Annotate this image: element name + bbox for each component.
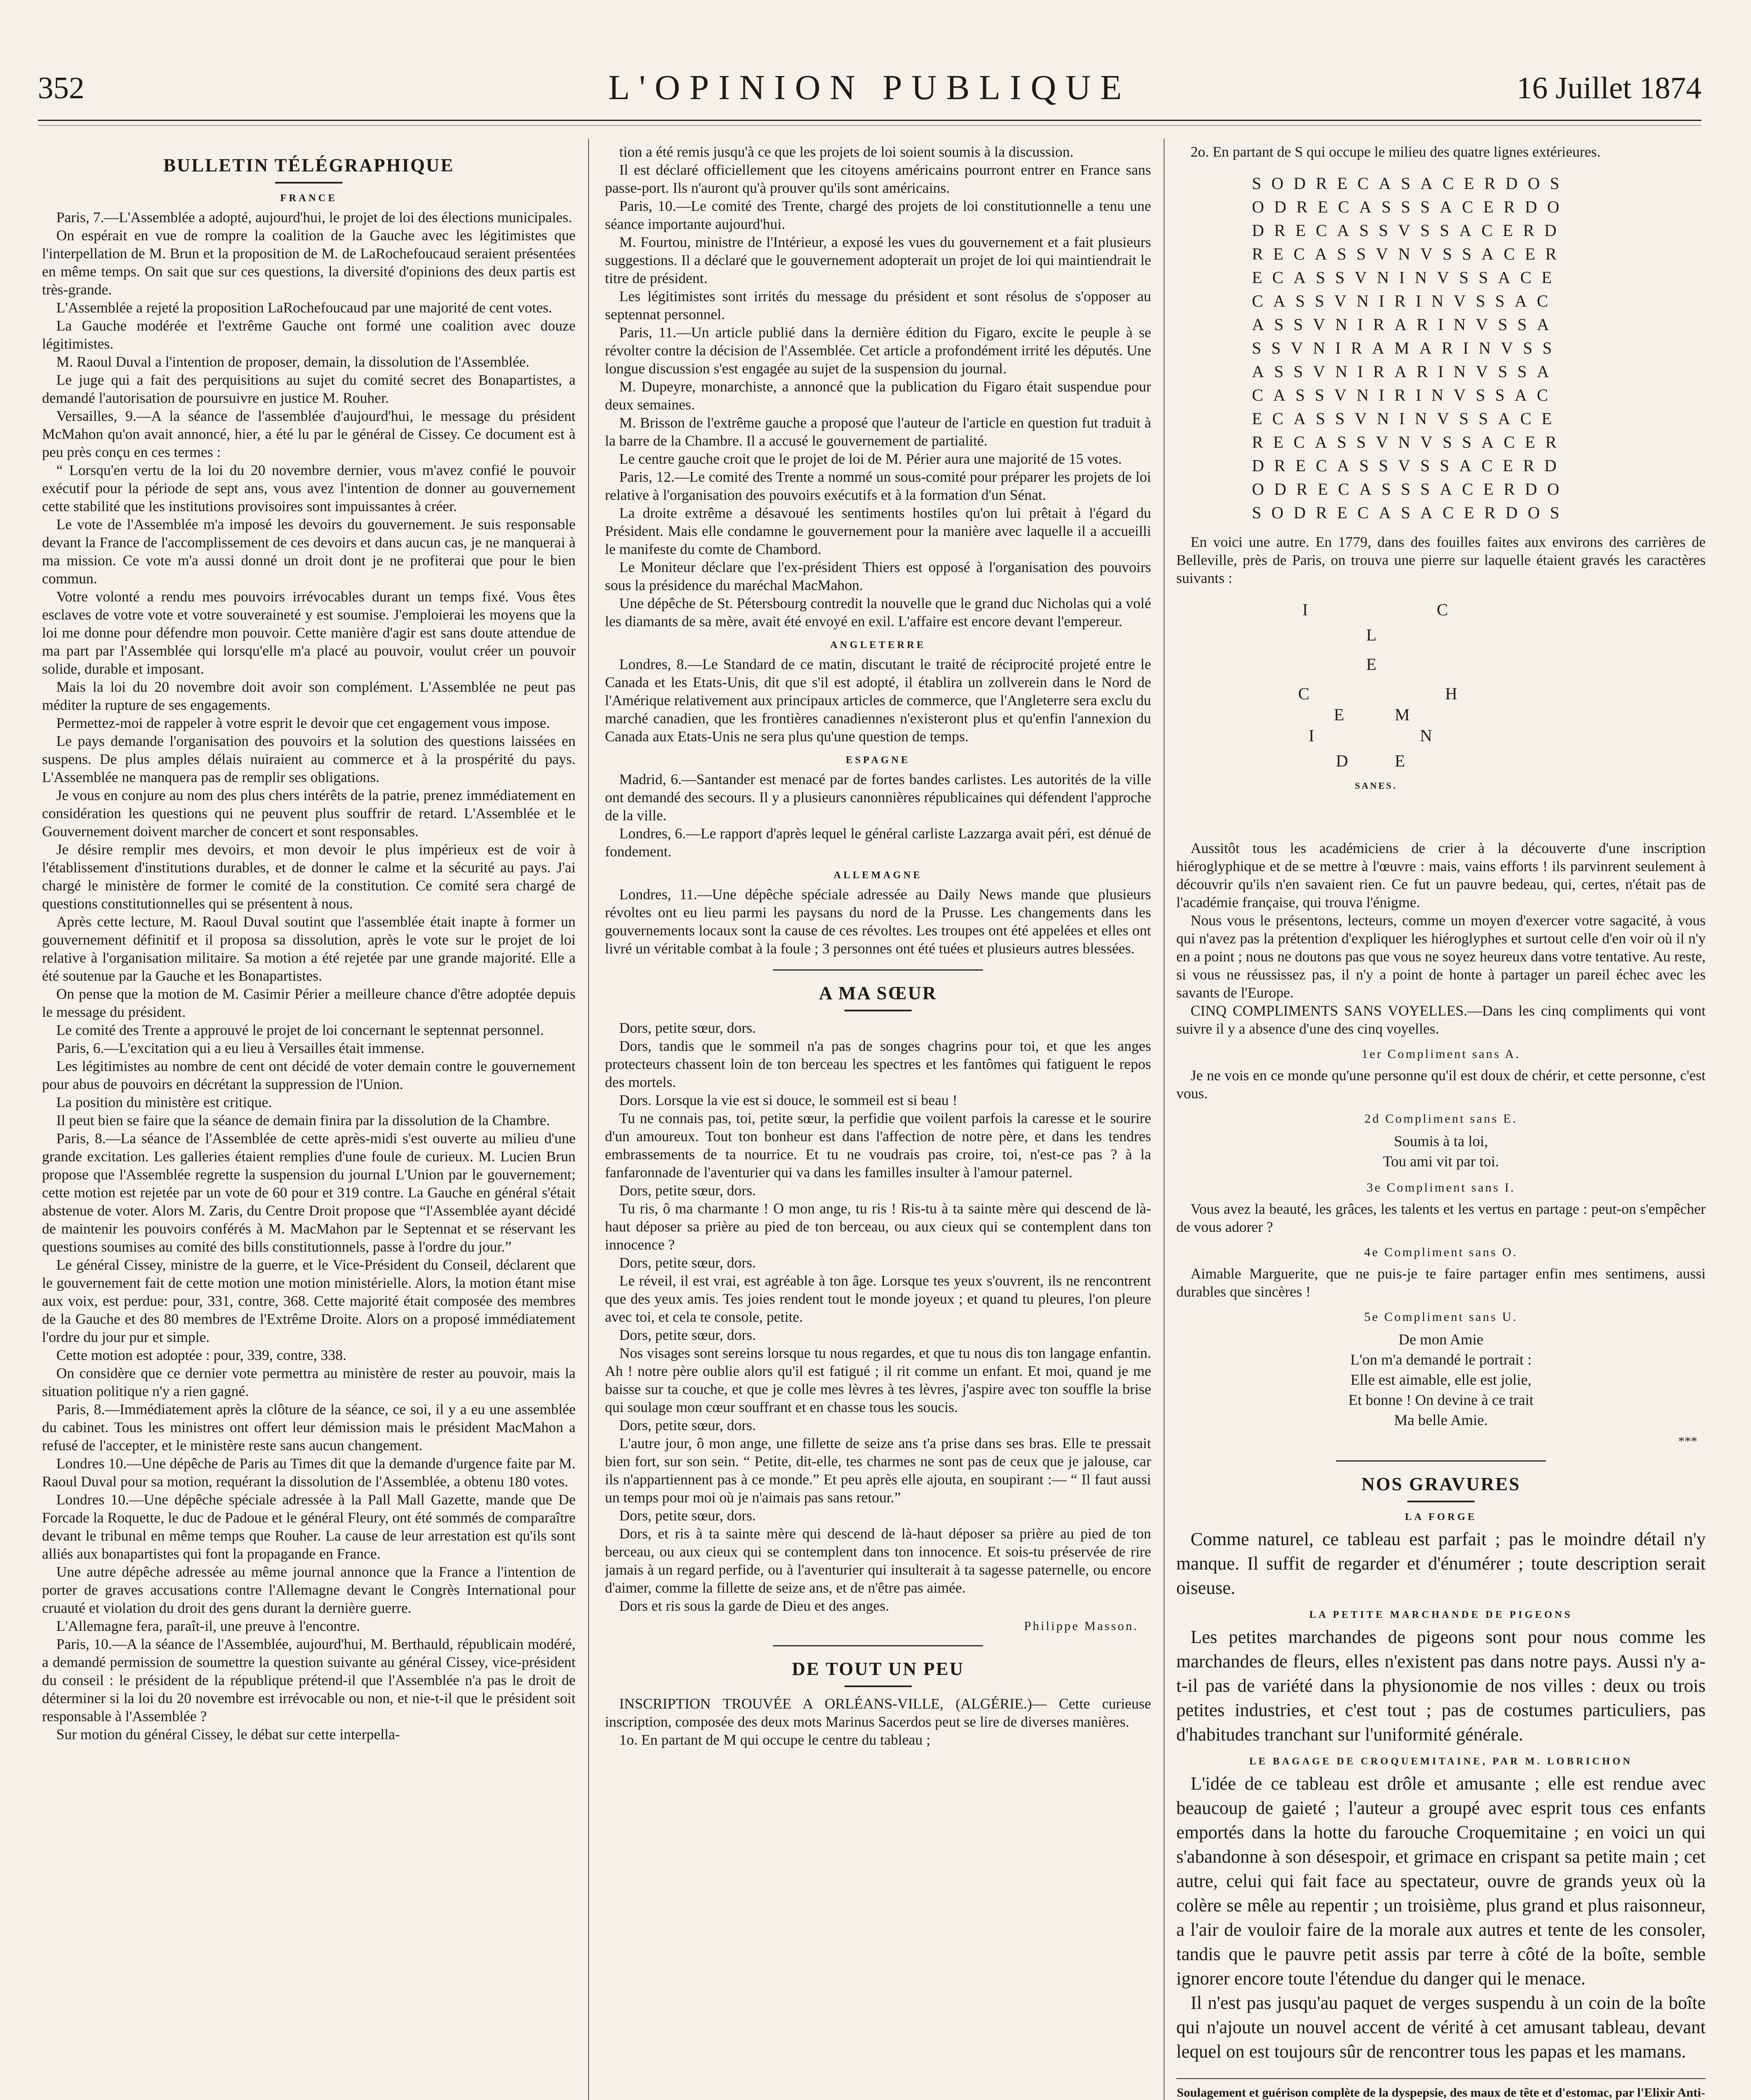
subhead-espagne: ESPAGNE [846, 755, 910, 766]
paragraph: Une dépêche de St. Pétersbourg contredit la nouvelle que le grand duc Nicholas qui a volé les diamants de sa mère, avait été envoyé en exil. L'affaire est encore devant l'empereur. [605, 595, 1151, 630]
subhead-angleterre: ANGLETERRE [830, 640, 926, 651]
paragraph: Il est déclaré officiellement que les citoyens américains pourront entrer en France sans passe-port. Ils n'auront qu'à prouver qu'ils sont américains. [605, 162, 1151, 196]
verse-line: De mon Amie [1399, 1331, 1483, 1348]
section-rule [1407, 1501, 1475, 1502]
section-title-nos-gravures: NOS GRAVURES [1361, 1474, 1521, 1494]
stars-separator: *** [1678, 1434, 1697, 1448]
compliment-3-text: Vous avez la beauté, les grâces, les talents et les vertus en partage : peut-on s'empêcher de vous adorer ? [1176, 1201, 1706, 1235]
croquemitaine-paragraphs [1176, 1772, 1706, 2064]
paragraph: Versailles, 9.—A la séance de l'assemblée d'aujourd'hui, le message du président McMahon qu'on avait annoncé, hier, a été lu par le général de Cissey. Ce document est à peu près conçu en ces termes : [42, 408, 576, 460]
section-rule [844, 1010, 912, 1011]
poem-stanza: Dors, petite sœur, dors. [619, 1182, 756, 1199]
poem-stanza: Dors, petite sœur, dors. [619, 1417, 756, 1433]
paragraph: Londres, 11.—Une dépêche spéciale adressée au Daily News mande que plusieurs révoltes ont eu lieu parmi les paysans du nord de la Prusse. Les changements dans les gouvernements locaux sont la cause de ces révoltes. Les troupes ont été appelées et elles ont livré un véritable combat à la foule ; 3 personnes ont été tuées et plusieurs autres blessées. [605, 886, 1151, 957]
paragraph: Le pays demande l'organisation des pouvoirs et la solution des questions laissées en suspens. De plus amples délais nuiraient au commerce et à la prospérité du pays. L'Assemblée ne manquera pas de remplir ses obligations. [42, 733, 576, 785]
poem-stanza: Le réveil, il est vrai, est agréable à ton âge. Lorsque tes yeux s'ouvrent, ils ne rencontrent que des yeux amis. Tes joies rendent tout le monde joyeux ; et quand tu pleures, l'on pleure avec toi, et cela te console, petite. [605, 1273, 1151, 1325]
bulletin-paragraphs [42, 208, 576, 1743]
paragraph: L'Allemagne fera, paraît-il, une preuve à l'encontre. [56, 1618, 360, 1634]
grid-row: ECASSVNINVSSACE [1252, 268, 1562, 287]
enigma-paragraphs [1176, 839, 1706, 1038]
paragraph: Londres, 6.—Le rapport d'après lequel le général carliste Lazzarga avait péri, est dénué de fondement. [605, 825, 1151, 860]
forge-text: Comme naturel, ce tableau est parfait ; pas le moindre détail n'y manque. Il suffit de regarder et d'énumérer ; toute description serait oiseuse. [1176, 1529, 1706, 1598]
grid-row: DRECASSVSSACERD [1252, 456, 1567, 475]
verse-line: L'on m'a demandé le portrait : [1350, 1351, 1532, 1368]
paragraph: Paris, 8.—La séance de l'Assemblée de cette après-midi s'est ouverte au milieu d'une grande excitation. Les galleries étaient remplies d'une foule de curieux. M. Lucien Brun propose que l'Assemblée regrette la suspension du journal L'Union par le gouvernement; cette motion est rejetée par un vote de 60 pour et 319 contre. La Gauche en général s'était abstenue de voter. Alors M. Zaris, du Centre Droit propose que “l'Assemblée ayant décidé de maintenir les pouvoirs conférés à M. MacMahon par le Septennat et se réservant les questions soumises au comité des bills constitutionnels, passe à l'ordre du jour.” [42, 1130, 576, 1255]
fig-letter: N [1420, 726, 1432, 745]
grid-row: CASSVNIRINVSSAC [1252, 386, 1558, 404]
paragraph: Le centre gauche croit que le projet de loi de M. Périer aura une majorité de 15 votes. [619, 451, 1122, 467]
masthead [38, 63, 1701, 118]
fig-letter: E [1395, 751, 1405, 770]
subhead-croquemitaine: LE BAGAGE DE CROQUEMITAINE, PAR M. LOBRICHON [1249, 1756, 1633, 1767]
section-rule [773, 969, 983, 971]
verse-line: Elle est aimable, elle est jolie, [1350, 1371, 1532, 1388]
paragraph: La Gauche modérée et l'extrême Gauche ont formé une coalition avec douze légitimistes. [42, 318, 576, 352]
fig-letter: C [1298, 684, 1309, 703]
verse-line: Et bonne ! On devine à ce trait [1348, 1391, 1534, 1408]
masthead-rule [38, 120, 1701, 121]
poem-stanza: Dors, tandis que le sommeil n'a pas de songes chagrins pour toi, et que les anges protecteurs chassent loin de ton berceau les spectres et les fantômes qui fatiguent le repos des mortels. [605, 1038, 1151, 1090]
paragraph: Paris, 10.—Le comité des Trente, chargé des projets de loi constitutionnelle a tenu une séance importante aujourd'hui. [605, 198, 1151, 232]
paragraph: M. Raoul Duval a l'intention de proposer, demain, la dissolution de l'Assemblée. [56, 354, 530, 370]
poem-signature: Philippe Masson. [1024, 1619, 1138, 1633]
paragraph: La droite extrême a désavoué les sentiments hostiles qu'on lui prêtait à l'égard du Président. Mais elle condamne le gouvernement pour la manière avec laquelle il a accueilli le manifeste du comte de Chambord. [605, 505, 1151, 557]
paragraph: L'Assemblée a rejeté la proposition LaRochefoucaud par une majorité de cent votes. [56, 299, 552, 316]
paragraph: Sur motion du général Cissey, le débat sur cette interpella- [56, 1726, 400, 1743]
section-rule [773, 1645, 983, 1646]
inscription-step-1: 1o. En partant de M qui occupe le centre du tableau ; [619, 1732, 931, 1748]
paragraph: Aussitôt tous les académiciens de crier à la découverte d'une inscription hiéroglyphique et de se mettre à l'œuvre : mais, vains efforts ! ils parvinrent seulement à découvrir qu'ils n'en savaient rien. Ce fut un pauvre bedeau, qui, certes, n'était pas de l'académie française, qui trouva l'énigme. [1176, 840, 1706, 911]
poem-stanza: Dors et ris sous la garde de Dieu et des anges. [619, 1598, 889, 1614]
grid-row: DRECASSVSSACERD [1252, 221, 1567, 240]
grid-row: SODRECASACERDOS [1252, 174, 1570, 193]
compliment-2-title: 2d Compliment sans E. [1365, 1112, 1517, 1126]
compliment-4-title: 4e Compliment sans O. [1364, 1245, 1518, 1259]
section-title-de-tout-un-peu: DE TOUT UN PEU [792, 1659, 964, 1679]
fig-letter: E [1366, 655, 1377, 674]
paragraph: Le comité des Trente a approuvé le projet de loi concernant le septennat personnel. [56, 1022, 544, 1038]
poem-title: A MA SŒUR [819, 983, 937, 1003]
paragraph: M. Fourtou, ministre de l'Intérieur, a exposé les vues du gouvernement et a fait plusieurs suggestions. Il a déclaré que le gouvernement adopterait un projet de loi qui maintiendrait le titre de président. [605, 234, 1151, 286]
paragraph: Il n'est pas jusqu'au paquet de verges suspendu à un coin de la boîte qui n'ajoute un nouvel accent de vérité à cet amusant tableau, devant lequel on est toujours sûr de rencontrer tous les papas et les mamans. [1176, 1992, 1706, 2062]
poem-stanza: Tu ne connais pas, toi, petite sœur, la perfidie que voilent parfois la caresse et le sourire d'un amoureux. Tout ton bonheur est dans l'affection de notre père, et dans les tendres embrassements de ta nourrice. Et tu ne voudrais pas croire, toi, n'est-ce pas ? à la fanfaronnade de l'aventurier qui va dans les familles insulter à l'amour paternel. [605, 1110, 1151, 1181]
paragraph: Le vote de l'Assemblée m'a imposé les devoirs du gouvernement. Je suis responsable devant la France de l'accomplissement de ces devoirs et dans aucun cas, je ne manquerai à ma mission. Ce vote m'a aussi donné un droit dont je ne profiterai que pour le bien commun. [42, 516, 576, 587]
paragraph: Une autre dépêche adressée au même journal annonce que la France a l'intention de porter de graves accusations contre l'Allemagne devant le Congrès International pour cruauté et violation du droit des gens durant la dernière guerre. [42, 1564, 576, 1616]
compliment-5-title: 5e Compliment sans U. [1364, 1310, 1518, 1324]
paragraph: Je vous en conjure au nom des plus chers intérêts de la patrie, prenez immédiatement en considération les questions qui ne peuvent plus souffrir de retard. L'Assemblée et le Gouvernement doivent marcher de concert et sont responsables. [42, 787, 576, 840]
inscription-step-2: 2o. En partant de S qui occupe le milieu des quatre lignes extérieures. [1191, 144, 1601, 160]
verse-line: Tou ami vit par toi. [1383, 1153, 1499, 1170]
newspaper-title: L'OPINION PUBLIQUE [608, 68, 1131, 107]
paragraph: CINQ COMPLIMENTS SANS VOYELLES.—Dans les cinq compliments qui vont suivre il y a absence d'une des cinq voyelles. [1176, 1003, 1706, 1037]
paragraph: Il peut bien se faire que la séance de demain finira par la dissolution de la Chambre. [56, 1112, 550, 1129]
letter-grid [1252, 172, 1706, 525]
poem-stanza: Nos visages sont sereins lorsque tu nous regardes, et que tu nous dis ton langage enfantin. Ah ! notre père oublie alors qu'il est fatigué ; il rit comme un enfant. Et moi, quand je me baisse sur ta couche, et que je colle mes lèvres à tes lèvres, j'aspire avec ton souffle la brise qui soulage mon cœur souffrant et en chasse tous les soucis. [605, 1345, 1151, 1415]
paragraph: L'idée de ce tableau est drôle et amusante ; elle est rendue avec beaucoup de gaieté ; l'auteur a groupé avec esprit tous ces enfants emportés dans la hotte du farouche Croquemitaine ; en voici un qui s'abandonne à son désespoir, et grimace en crispant sa petite main ; cet autre, celui qui fait face au spectateur, ouvre de grands yeux où la colère se mêle au repentir ; un troisième, plus grand et plus raisonneur, a l'air de vouloir faire de la morale aux autres et tente de les consoler, tandis que le pauvre petit assis par terre à côté de la boîte, semble ignorer encore toute l'étendue du danger qui le menace. [1176, 1773, 1706, 1989]
grid-row: ASSVNIRARINVSSA [1252, 362, 1559, 381]
poem-body [605, 1019, 1151, 1615]
column-2 [605, 143, 1151, 2100]
subhead-allemagne: ALLEMAGNE [833, 870, 923, 881]
fig-letter: M [1395, 705, 1410, 724]
section-rule [844, 1685, 912, 1687]
paragraph: La position du ministère est critique. [56, 1094, 272, 1110]
paragraph: Permettez-moi de rappeler à votre esprit le devoir que cet engagement vous impose. [56, 715, 550, 731]
paragraph: Madrid, 6.—Santander est menacé par de fortes bandes carlistes. Les autorités de la ville ont demandé des secours. Il y a plusieurs canonnières républicaines qui défendent l'approche de la ville. [605, 771, 1151, 824]
paragraph: Londres 10.—Une dépêche spéciale adressée à la Pall Mall Gazette, mande que De Forcade la Roquette, le duc de Padoue et le général Fleury, ont été sommés de comparaître devant le tribunal en même temps que Rouher. La cause de leur arrestation est qu'ils sont alliés aux bonapartistes qui font la propagande en France. [42, 1491, 576, 1562]
paragraph: M. Dupeyre, monarchiste, a annoncé que la publication du Figaro était suspendue pour deux semaines. [605, 378, 1151, 413]
paragraph: Nous vous le présentons, lecteurs, comme un moyen d'exercer votre sagacité, à vous qui n'avez pas la prétention d'expliquer les hiéroglyphes et surtout celle d'en voir où il n'y en a point ; nous ne doutons pas que vous ne soyez heureux dans votre tentative. Au reste, si vous ne réussissez pas, il n'y a point de honte à partager un pareil échec avec les savants de l'Europe. [1176, 912, 1706, 1001]
grid-row: CASSVNIRINVSSAC [1252, 291, 1558, 310]
grid-row: RECASSVNVSSACER [1252, 244, 1567, 263]
fig-letter: I [1309, 726, 1315, 745]
paragraph: Le juge qui a fait des perquisitions au sujet du comité secret des Bonapartistes, a demandé l'autorisation de poursuivre en justice M. Rouher. [42, 372, 576, 406]
issue-date: 16 Juillet 1874 [1517, 71, 1701, 105]
grid-row: RECASSVNVSSACER [1252, 433, 1567, 452]
compliment-4-text: Aimable Marguerite, que ne puis-je te faire partager enfin mes sentimens, aussi durables que sincères ! [1176, 1265, 1706, 1300]
compliment-1-title: 1er Compliment sans A. [1362, 1047, 1520, 1061]
paragraph: Les légitimistes au nombre de cent ont décidé de voter demain contre le gouvernement pour abus de pouvoirs en décrétant la suppression de l'Union. [42, 1058, 576, 1092]
column-1 [42, 143, 576, 2100]
allemagne-paragraphs [605, 885, 1151, 958]
compliment-1-text: Je ne vois en ce monde qu'une personne qu'il est doux de chérir, et cette personne, c'est vous. [1176, 1067, 1706, 1102]
page-number: 352 [38, 71, 84, 105]
compliment-5-verse [1176, 1329, 1706, 1430]
poem-stanza: Dors, petite sœur, dors. [619, 1507, 756, 1524]
advertisement-footer: Soulagement et guérison complète de la dyspepsie, des maux de tête et d'estomac, par l'Elixir Anti- [1176, 2078, 1706, 2100]
grid-row: ECASSVNINVSSACE [1252, 409, 1562, 428]
pigeons-text: Les petites marchandes de pigeons sont pour nous comme les marchandes de fleurs, elles n'existent pas dans notre pays. Aussi n'y a-t-il pas de variété dans la physionomie de nos villes : deux ou trois petites industries, et c'est tout ; pas de costumes particuliers, pas d'habitudes tranchant sur l'uniformité générale. [1176, 1627, 1706, 1745]
subhead-pigeons: LA PETITE MARCHANDE DE PIGEONS [1309, 1609, 1573, 1620]
inscription-intro: INSCRIPTION TROUVÉE A ORLÉANS-VILLE, (ALGÉRIE.)— Cette curieuse inscription, composée des deux mots Marinus Sacerdos peut se lire de diverses manières. [605, 1696, 1151, 1730]
fig-letter: I [1302, 600, 1308, 619]
paragraph: “ Lorsqu'en vertu de la loi du 20 novembre dernier, vous m'avez confié le pouvoir exécutif pour la période de sept ans, vous avez l'intention de donner au gouvernement cette stabilité que les institutions provisoires sont impuissantes à créer. [42, 462, 576, 514]
paragraph: Le général Cissey, ministre de la guerre, et le Vice-Président du Conseil, déclarent que le gouvernement fait de cette motion une motion ministérielle. Alors, la motion étant mise aux voix, est perdue: pour, 331, contre, 368. Cette majorité était composée des membres de la Gauche et des 80 membres de l'Extrême Droite. Alors on a proposé immédiatement l'ordre du jour pur et simple. [42, 1257, 576, 1345]
verse-line: Ma belle Amie. [1394, 1412, 1488, 1428]
paragraph: Londres, 8.—Le Standard de ce matin, discutant le traité de réciprocité projeté entre le Canada et les Etats-Unis, dit que s'il est adopté, il établira un zollverein dans le Nord de l'Amérique relativement aux principaux articles de commerce, que l'Angleterre sera exclu du marché canadien, que les frontières canadiennes n'existeront plus et qu'enfin l'annexion du Canada aux Etats-Unis ne sera plus qu'une question de temps. [605, 656, 1151, 745]
column-3 [1176, 143, 1706, 2100]
paragraph: Paris, 8.—Immédiatement après la clôture de la séance, ce soi, il y a eu une assemblée du cabinet. Tous les ministres ont offert leur démission mais le président MacMahon a refusé de l'accepter, et le ministère reste sans aucun changement. [42, 1401, 576, 1454]
paragraph: Après cette lecture, M. Raoul Duval soutint que l'assemblée était inapte à former un gouvernement définitif et il proposa sa dissolution, après le vote sur le projet de loi relative à l'organisation militaire. Sa motion a été rejetée par une grande majorité. Elle a été soutenue par la Gauche et les Bonapartistes. [42, 914, 576, 984]
poem-stanza: Dors, petite sœur, dors. [619, 1327, 756, 1343]
subhead-la-forge: LA FORGE [1405, 1512, 1477, 1522]
paragraph: Les légitimistes sont irrités du message du président et sont résolus de s'opposer au septennat personnel. [605, 288, 1151, 323]
masthead-rule-thin [38, 125, 1701, 126]
poem-stanza: Dors, petite sœur, dors. [619, 1255, 756, 1271]
paragraph: Paris, 6.—L'excitation qui a eu lieu à Versailles était immense. [56, 1040, 425, 1056]
paragraph: On pense que la motion de M. Casimir Périer a meilleure chance d'être adoptée depuis le message du président. [42, 986, 576, 1020]
fig-caption: SANES. [1355, 780, 1397, 791]
paragraph: Je désire remplir mes devoirs, et mon devoir le plus impérieux est de voir à l'établissement d'institutions durables, et de donner le calme et la sécurité au pays. J'ai chargé le ministère de former le comité de la constitution. Ce comité sera chargé de questions constitutionnelles qui se présentent à nous. [42, 841, 576, 912]
espagne-paragraphs [605, 770, 1151, 861]
poem-stanza: L'autre jour, ô mon ange, une fillette de seize ans t'a prise dans ses bras. Elle te pressait bien fort, sur son sein. “ Petite, dit-elle, tes charmes ne sont pas de ceux que je jalouse, car ils n'appartiennent pas à ce monde.” Et peu après elle ajouta, en soupirant :— “ Il faut aussi un temps pour moi où je n'aimais pas sans retour.” [605, 1435, 1151, 1506]
grid-row: ODRECASSSACERDO [1252, 480, 1570, 499]
verse-line: Soumis à ta loi, [1394, 1133, 1488, 1150]
grid-row: SSVNIRAMARINVSS [1252, 339, 1562, 357]
fig-letter: D [1336, 751, 1348, 770]
section-rule [1336, 1460, 1546, 1462]
paragraph: On considère que ce dernier vote permettra au ministère de rester au pouvoir, mais la situation politique n'y a rien gagné. [42, 1365, 576, 1399]
poem-stanza: Tu ris, ô ma charmante ! O mon ange, tu ris ! Ris-tu à ta sainte mère qui descend de là-haut déposer sa prière au pied de ton berceau, ou aux cieux qui se contemplent dans ton innocence ? [605, 1200, 1151, 1253]
paragraph: Cette motion est adoptée : pour, 339, contre, 338. [56, 1347, 347, 1363]
paragraph: Votre volonté a rendu mes pouvoirs irrévocables durant un temps fixé. Vous êtes esclaves de votre vote et votre souveraineté y est soumise. J'emploierai les moyens que la loi me donne pour défendre mon pouvoir. Cette manière d'agir est sans doute attendue de ma part par l'Assemblée qui lorsqu'elle m'a placé au pouvoir, voulut créer un pouvoir solide, durable et imposant. [42, 588, 576, 677]
column-divider [1164, 139, 1165, 2100]
grid-row: SODRECASACERDOS [1252, 503, 1570, 522]
fig-letter: C [1437, 600, 1448, 619]
section-rule [275, 182, 342, 184]
paragraph: Mais la loi du 20 novembre doit avoir son complément. L'Assemblée ne peut pas méditer la rupture de ses engagements. [42, 679, 576, 713]
paragraph: On espérait en vue de rompre la coalition de la Gauche avec les légitimistes que l'interpellation de M. Brun et la proposition de M. de LaRochefoucaud seraient présentées en même temps. On sait que sur ces questions, la diversité d'opinions des deux partis est très-grande. [42, 227, 576, 298]
paragraph: Le Moniteur déclare que l'ex-président Thiers est opposé à l'organisation des pouvoirs sous la présidence du maréchal MacMahon. [605, 559, 1151, 593]
section-title-bulletin: BULLETIN TÉLÉGRAPHIQUE [163, 155, 455, 176]
belleville-inscription-figure [1176, 596, 1706, 831]
paragraph: Paris, 10.—A la séance de l'Assemblée, aujourd'hui, M. Berthauld, républicain modéré, a demandé permission de soumettre la question suivante au général Cissey, vice-président du conseil : le président de la république prétend-il que l'Assemblée n'a pas le droit de déterminer si la loi du 20 novembre est irrévocable ou non, et nie-t-il que le président soit responsable à l'Assemblée ? [42, 1636, 576, 1725]
paragraph: Paris, 7.—L'Assemblée a adopté, aujourd'hui, le projet de loi des élections municipales. [56, 209, 572, 226]
paragraph: M. Brisson de l'extrême gauche a proposé que l'auteur de l'article en question fut traduit à la barre de la Chambre. Il a accusé le gouvernement de partialité. [605, 415, 1151, 449]
grid-row: ODRECASSSACERDO [1252, 197, 1570, 216]
compliment-2-verse [1176, 1131, 1706, 1171]
fig-letter: E [1334, 705, 1344, 724]
poem-stanza: Dors, petite sœur, dors. [619, 1020, 756, 1036]
paragraph: Paris, 11.—Un article publié dans la dernière édition du Figaro, excite le peuple à se révolter contre la décision de l'Assemblée. Cet article a profondément irrité les députés. Une longue discussion s'est engagée au sujet de la suspension du journal. [605, 324, 1151, 377]
column-divider [588, 139, 589, 2100]
paragraph: tion a été remis jusqu'à ce que les projets de loi soient soumis à la discussion. [619, 144, 1074, 160]
paragraph: Londres 10.—Une dépêche de Paris au Times dit que la demande d'urgence faite par M. Raoul Duval pour sa motion, requérant la dissolution de l'Assemblée, a obtenu 180 votes. [42, 1455, 576, 1490]
poem-stanza: Dors, et ris à ta sainte mère qui descend de là-haut déposer sa prière au pied de ton berceau, ou aux cieux qui se contemplent dans ton innocence. Et sois-tu préservée de rire jamais à un regard perfide, ou à l'aventurier qui insulterait à ta sagesse paternelle, ou encore d'aimer, comme la fillette de seize ans, et de n'être pas aimée. [605, 1525, 1151, 1596]
grid-row: ASSVNIRARINVSSA [1252, 315, 1559, 334]
angleterre-paragraphs [605, 655, 1151, 746]
paragraph: Paris, 12.—Le comité des Trente a nommé un sous-comité pour préparer les projets de loi relative à l'organisation des pouvoirs exécutifs et à la formation d'un Sénat. [605, 469, 1151, 503]
fig-letter: L [1366, 625, 1377, 644]
compliment-3-title: 3e Compliment sans I. [1367, 1181, 1515, 1194]
belleville-paragraph: En voici une autre. En 1779, dans des fouilles faites aux environs des carrières de Belleville, près de Paris, on trouva une pierre sur laquelle étaient gravés les caractères suivants : [1176, 534, 1706, 586]
poem-stanza: Dors. Lorsque la vie est si douce, le sommeil est si beau ! [619, 1092, 957, 1108]
subhead-france: FRANCE [280, 193, 337, 204]
bulletin-continued [605, 143, 1151, 630]
fig-letter: H [1445, 684, 1457, 703]
